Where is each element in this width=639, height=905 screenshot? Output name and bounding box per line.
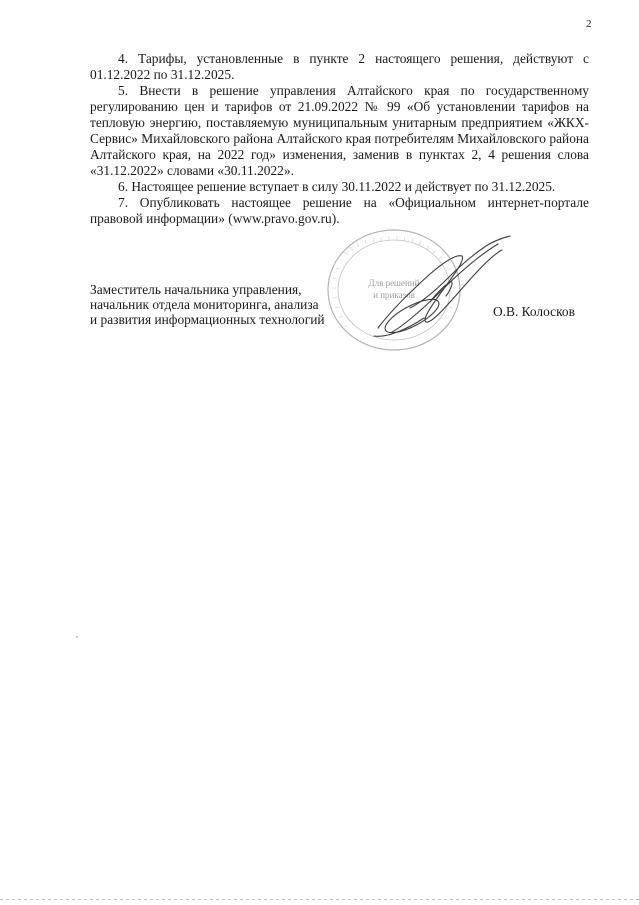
document-body bbox=[90, 51, 589, 227]
signatory-name: О.В. Колосков bbox=[493, 304, 575, 319]
page-bottom-edge bbox=[0, 899, 639, 900]
svg-text:и приказов: и приказов bbox=[373, 290, 415, 300]
signatory-title-line: начальник отдела мониторинга, анализа bbox=[90, 297, 319, 312]
handwritten-signature bbox=[370, 232, 520, 342]
paragraph-4: 4. Тарифы, установленные в пункте 2 настоящего решения, действуют с 01.12.2022 по 31.12.2025. bbox=[90, 51, 589, 82]
svg-text:Для решений: Для решений bbox=[368, 278, 420, 288]
paragraph-5: 5. Внести в решение управления Алтайского края по государственному регулированию цен и тарифов от 21.09.2022 № 99 «Об установлении тарифов на тепловую энергию, поставляемую муниципальным унитарным предприятием «ЖКХ-Сервис» Михайловского района Алтайского края потребителям Михайловского района Алтайского края, на 2022 год» изменения, заменив в пунктах 2, 4 решения слова «31.12.2022» словами «30.11.2022». bbox=[90, 83, 589, 178]
page-number: 2 bbox=[586, 18, 592, 30]
paragraph-7: 7. Опубликовать настоящее решение на «Официальном интернет-портале правовой информации» (www.pravo.gov.ru). bbox=[90, 195, 589, 226]
signatory-title bbox=[90, 282, 325, 327]
signatory-title-line: Заместитель начальника управления, bbox=[90, 282, 302, 297]
scan-speck bbox=[76, 636, 78, 638]
signatory-title-line: и развития информационных технологий bbox=[90, 312, 325, 327]
paragraph-6: 6. Настоящее решение вступает в силу 30.11.2022 и действует по 31.12.2025. bbox=[118, 179, 556, 194]
